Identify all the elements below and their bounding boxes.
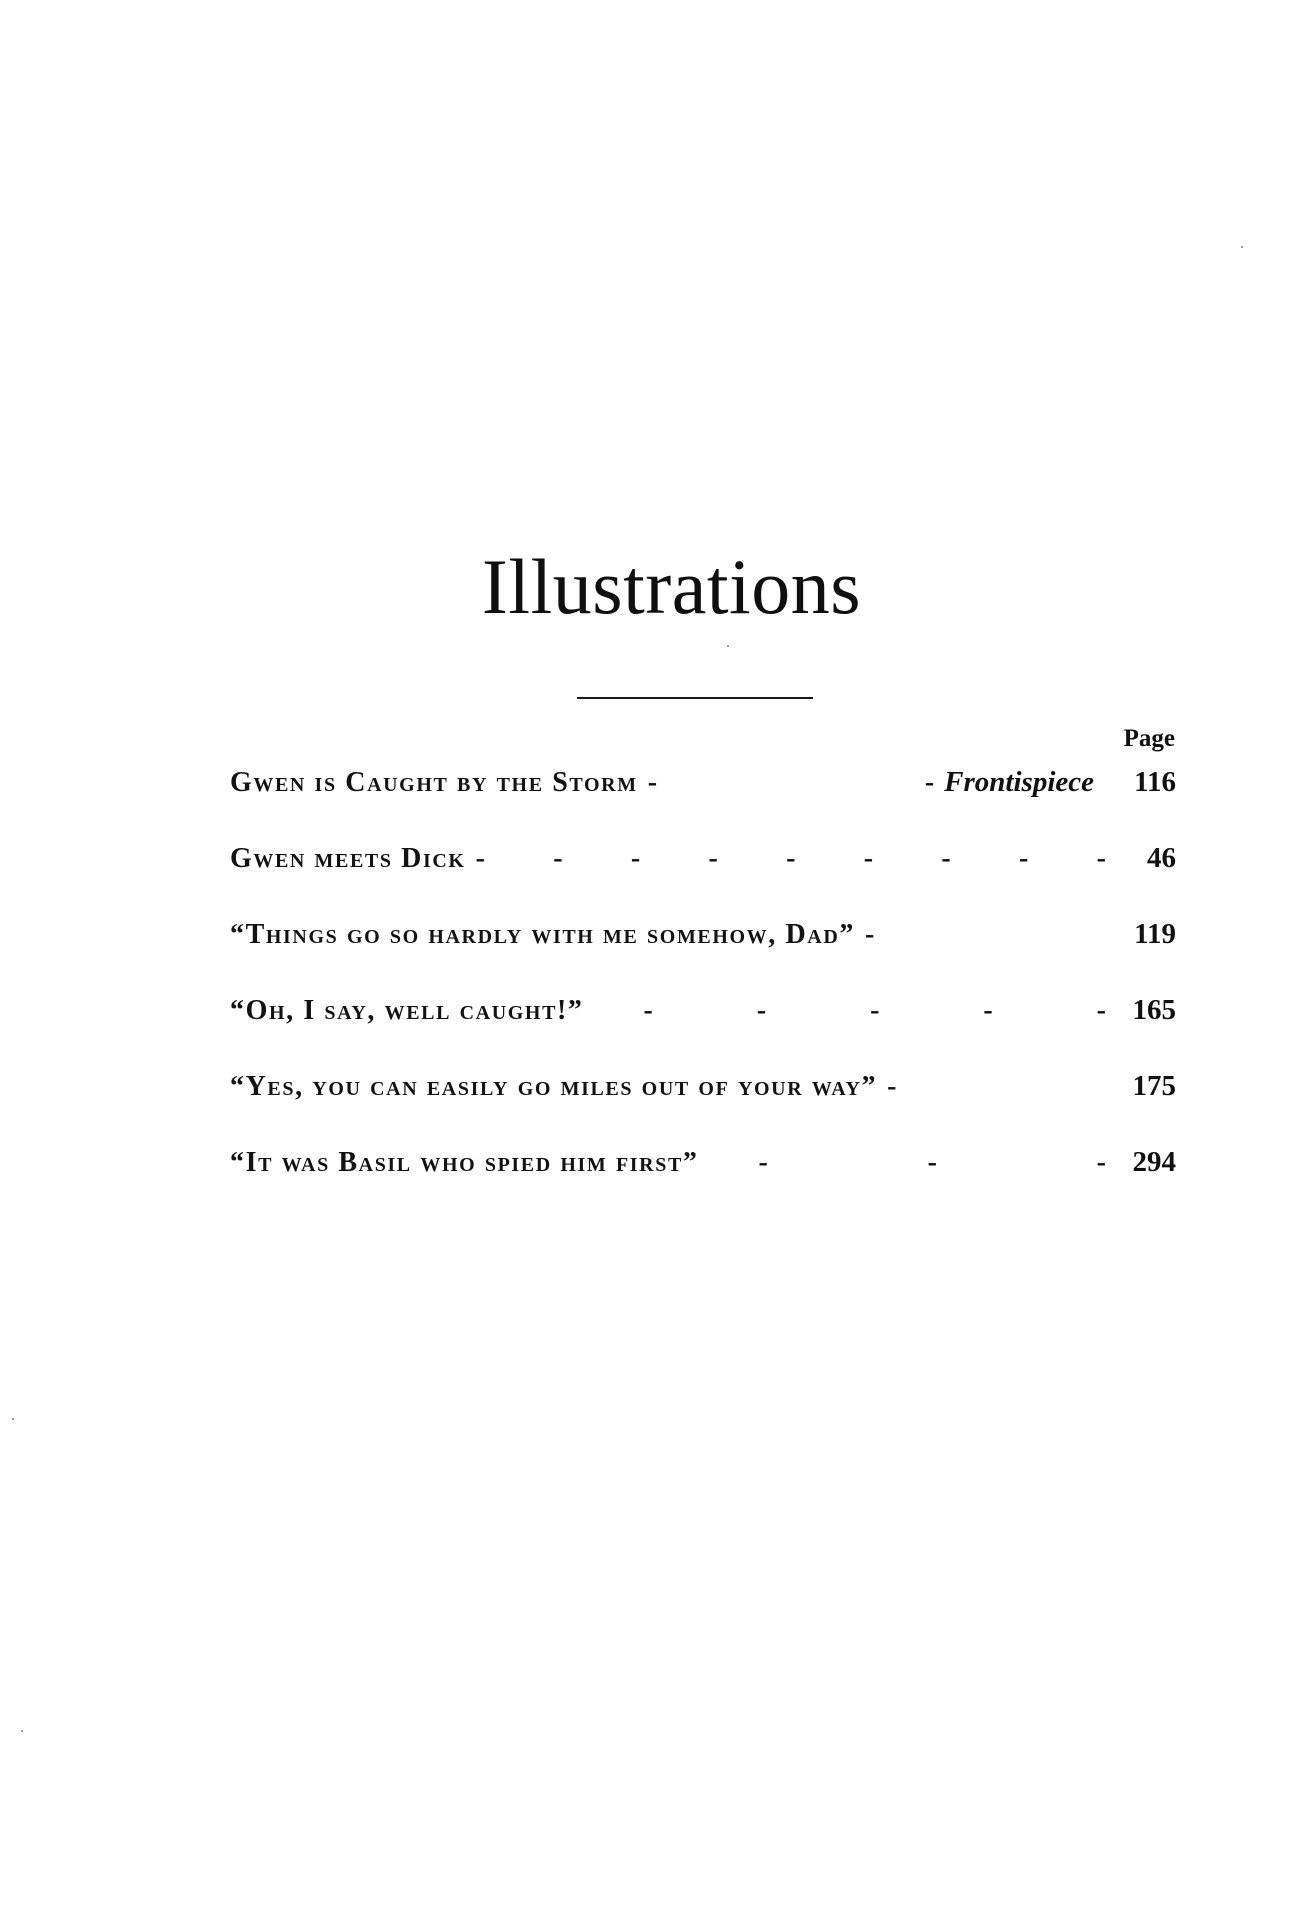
entry-page-number: 116 bbox=[1134, 766, 1176, 798]
entry-title: “It was Basil who spied him first” bbox=[230, 1147, 699, 1178]
entry-title: “Things go so hardly with me somehow, Dad” bbox=[230, 919, 855, 950]
entry-page-number: 294 bbox=[1132, 1146, 1176, 1178]
dot-leader: - - - bbox=[758, 1149, 1106, 1177]
dot-leader: - bbox=[887, 1073, 897, 1101]
entry-page-number: 175 bbox=[1132, 1070, 1176, 1102]
paper-speck bbox=[727, 645, 729, 647]
title-rule bbox=[577, 697, 813, 699]
dot-leader: - bbox=[864, 921, 875, 949]
entry-note: Frontispiece bbox=[944, 766, 1094, 798]
paper-speck bbox=[12, 1418, 14, 1420]
entry-page-number: 46 bbox=[1147, 842, 1176, 874]
list-item bbox=[230, 1148, 1176, 1224]
dot-leader: - - bbox=[647, 769, 935, 797]
entry-title: “Oh, I say, well caught!” bbox=[230, 995, 584, 1026]
list-item bbox=[230, 1072, 1176, 1148]
entry-page-number: 165 bbox=[1132, 994, 1176, 1026]
paper-speck bbox=[1241, 246, 1243, 248]
page-column-label: Page bbox=[1123, 725, 1175, 752]
list-item bbox=[230, 768, 1176, 844]
entry-title: “Yes, you can easily go miles out of your way” bbox=[230, 1071, 878, 1102]
entry-title: Gwen is Caught by the Storm bbox=[230, 767, 638, 798]
page-title: Illustrations bbox=[481, 543, 862, 630]
list-item bbox=[230, 996, 1176, 1072]
illustrations-list bbox=[230, 768, 1176, 1224]
dot-leader: - - - - - - - - - bbox=[475, 845, 1106, 873]
entry-page-number: 119 bbox=[1134, 918, 1176, 950]
paper-speck bbox=[21, 1730, 23, 1732]
dot-leader: - - - - - bbox=[643, 997, 1106, 1025]
list-item bbox=[230, 920, 1176, 996]
list-item bbox=[230, 844, 1176, 920]
entry-title: Gwen meets Dick bbox=[230, 843, 466, 874]
